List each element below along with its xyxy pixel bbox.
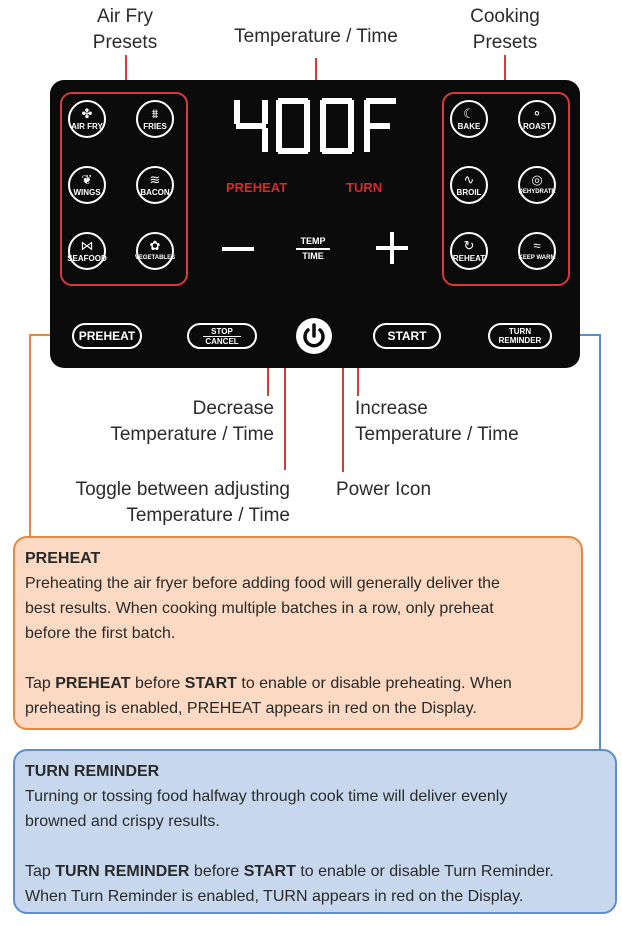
- turn-reminder-info-box: TURN REMINDER Turning or tossing food halfway through cook time will deliver evenly browned and crispy results. Tap TURN REMINDER before START to enable or disable Turn Reminder. When Turn Reminder is enabled, TURN appears in red on the Display.: [13, 749, 617, 914]
- air-fry-presets-callout: Air Fry Presets: [92, 6, 158, 53]
- preset-wings-button[interactable]: ❦ WINGS: [68, 166, 106, 204]
- toggle-callout: Toggle between adjusting Temperature / Time: [75, 479, 290, 526]
- drumstick-icon: ❦: [81, 172, 93, 187]
- power-button[interactable]: [296, 318, 332, 354]
- bacon-icon: ≋: [149, 172, 161, 187]
- preset-broil-button[interactable]: ∿ BROIL: [450, 166, 488, 204]
- preset-roast-button[interactable]: ⚬ ROAST: [518, 100, 556, 138]
- time-label: TIME: [302, 251, 324, 261]
- turn-reminder-button[interactable]: TURN REMINDER: [488, 323, 552, 349]
- cooking-presets-callout: Cooking Presets: [470, 6, 540, 53]
- fries-icon: ⩩: [151, 106, 159, 121]
- preheat-heading: PREHEAT: [25, 550, 101, 567]
- preset-bacon-button[interactable]: ≋ BACON: [136, 166, 174, 204]
- roast-icon: ⚬: [531, 106, 543, 121]
- decrease-button[interactable]: [222, 247, 254, 251]
- preheat-info-box: PREHEAT Preheating the air fryer before adding food will generally deliver the best results. When cooking multiple batches in a row, only preheat before the first batch. Tap PREHEAT before START to enable or disable preheating. When preheating is enabled, PREHEAT appears in red on the Display.: [13, 536, 583, 730]
- preset-bake-button[interactable]: ☾ BAKE: [450, 100, 488, 138]
- dehydrate-icon: ◎: [531, 172, 543, 187]
- preset-seafood-button[interactable]: ⋈ SEAFOOD: [68, 232, 106, 270]
- display-readout: [226, 94, 406, 158]
- reheat-icon: ↻: [463, 238, 475, 253]
- preset-reheat-button[interactable]: ↻ REHEAT: [450, 232, 488, 270]
- increase-button[interactable]: [376, 232, 408, 264]
- preheat-button[interactable]: PREHEAT: [72, 323, 142, 349]
- preset-fries-button[interactable]: ⩩ FRIES: [136, 100, 174, 138]
- croissant-icon: ☾: [463, 106, 475, 121]
- fish-icon: ⋈: [80, 238, 94, 253]
- temp-time-toggle-button[interactable]: [296, 236, 330, 262]
- keep-warm-icon: ≈: [533, 238, 541, 253]
- preset-dehydrate-button[interactable]: ◎ DEHYDRATE: [518, 166, 556, 204]
- preset-vegetables-button[interactable]: ✿ VEGETABLES: [136, 232, 174, 270]
- seven-segment-display: [226, 94, 406, 158]
- decrease-callout: Decrease Temperature / Time: [110, 398, 274, 445]
- fan-icon: ✤: [81, 106, 93, 121]
- power-icon: [296, 318, 332, 354]
- preheat-indicator: PREHEAT: [226, 180, 288, 195]
- turn-reminder-heading: TURN REMINDER: [25, 763, 160, 780]
- preset-air-fry-button[interactable]: ✤ AIR FRY: [68, 100, 106, 138]
- temperature-time-callout: Temperature / Time: [234, 26, 398, 47]
- power-icon-callout: Power Icon: [336, 479, 432, 500]
- turn-indicator: TURN: [346, 180, 383, 195]
- control-panel: [50, 80, 580, 368]
- heat-waves-icon: ∿: [463, 172, 475, 187]
- preset-keep-warm-button[interactable]: ≈ KEEP WARM: [518, 232, 556, 270]
- start-button[interactable]: START: [373, 323, 441, 349]
- temp-label: TEMP: [300, 236, 326, 246]
- vegetables-icon: ✿: [149, 238, 161, 253]
- increase-callout: Increase Temperature / Time: [355, 398, 519, 445]
- stop-cancel-button[interactable]: STOP CANCEL: [187, 323, 257, 349]
